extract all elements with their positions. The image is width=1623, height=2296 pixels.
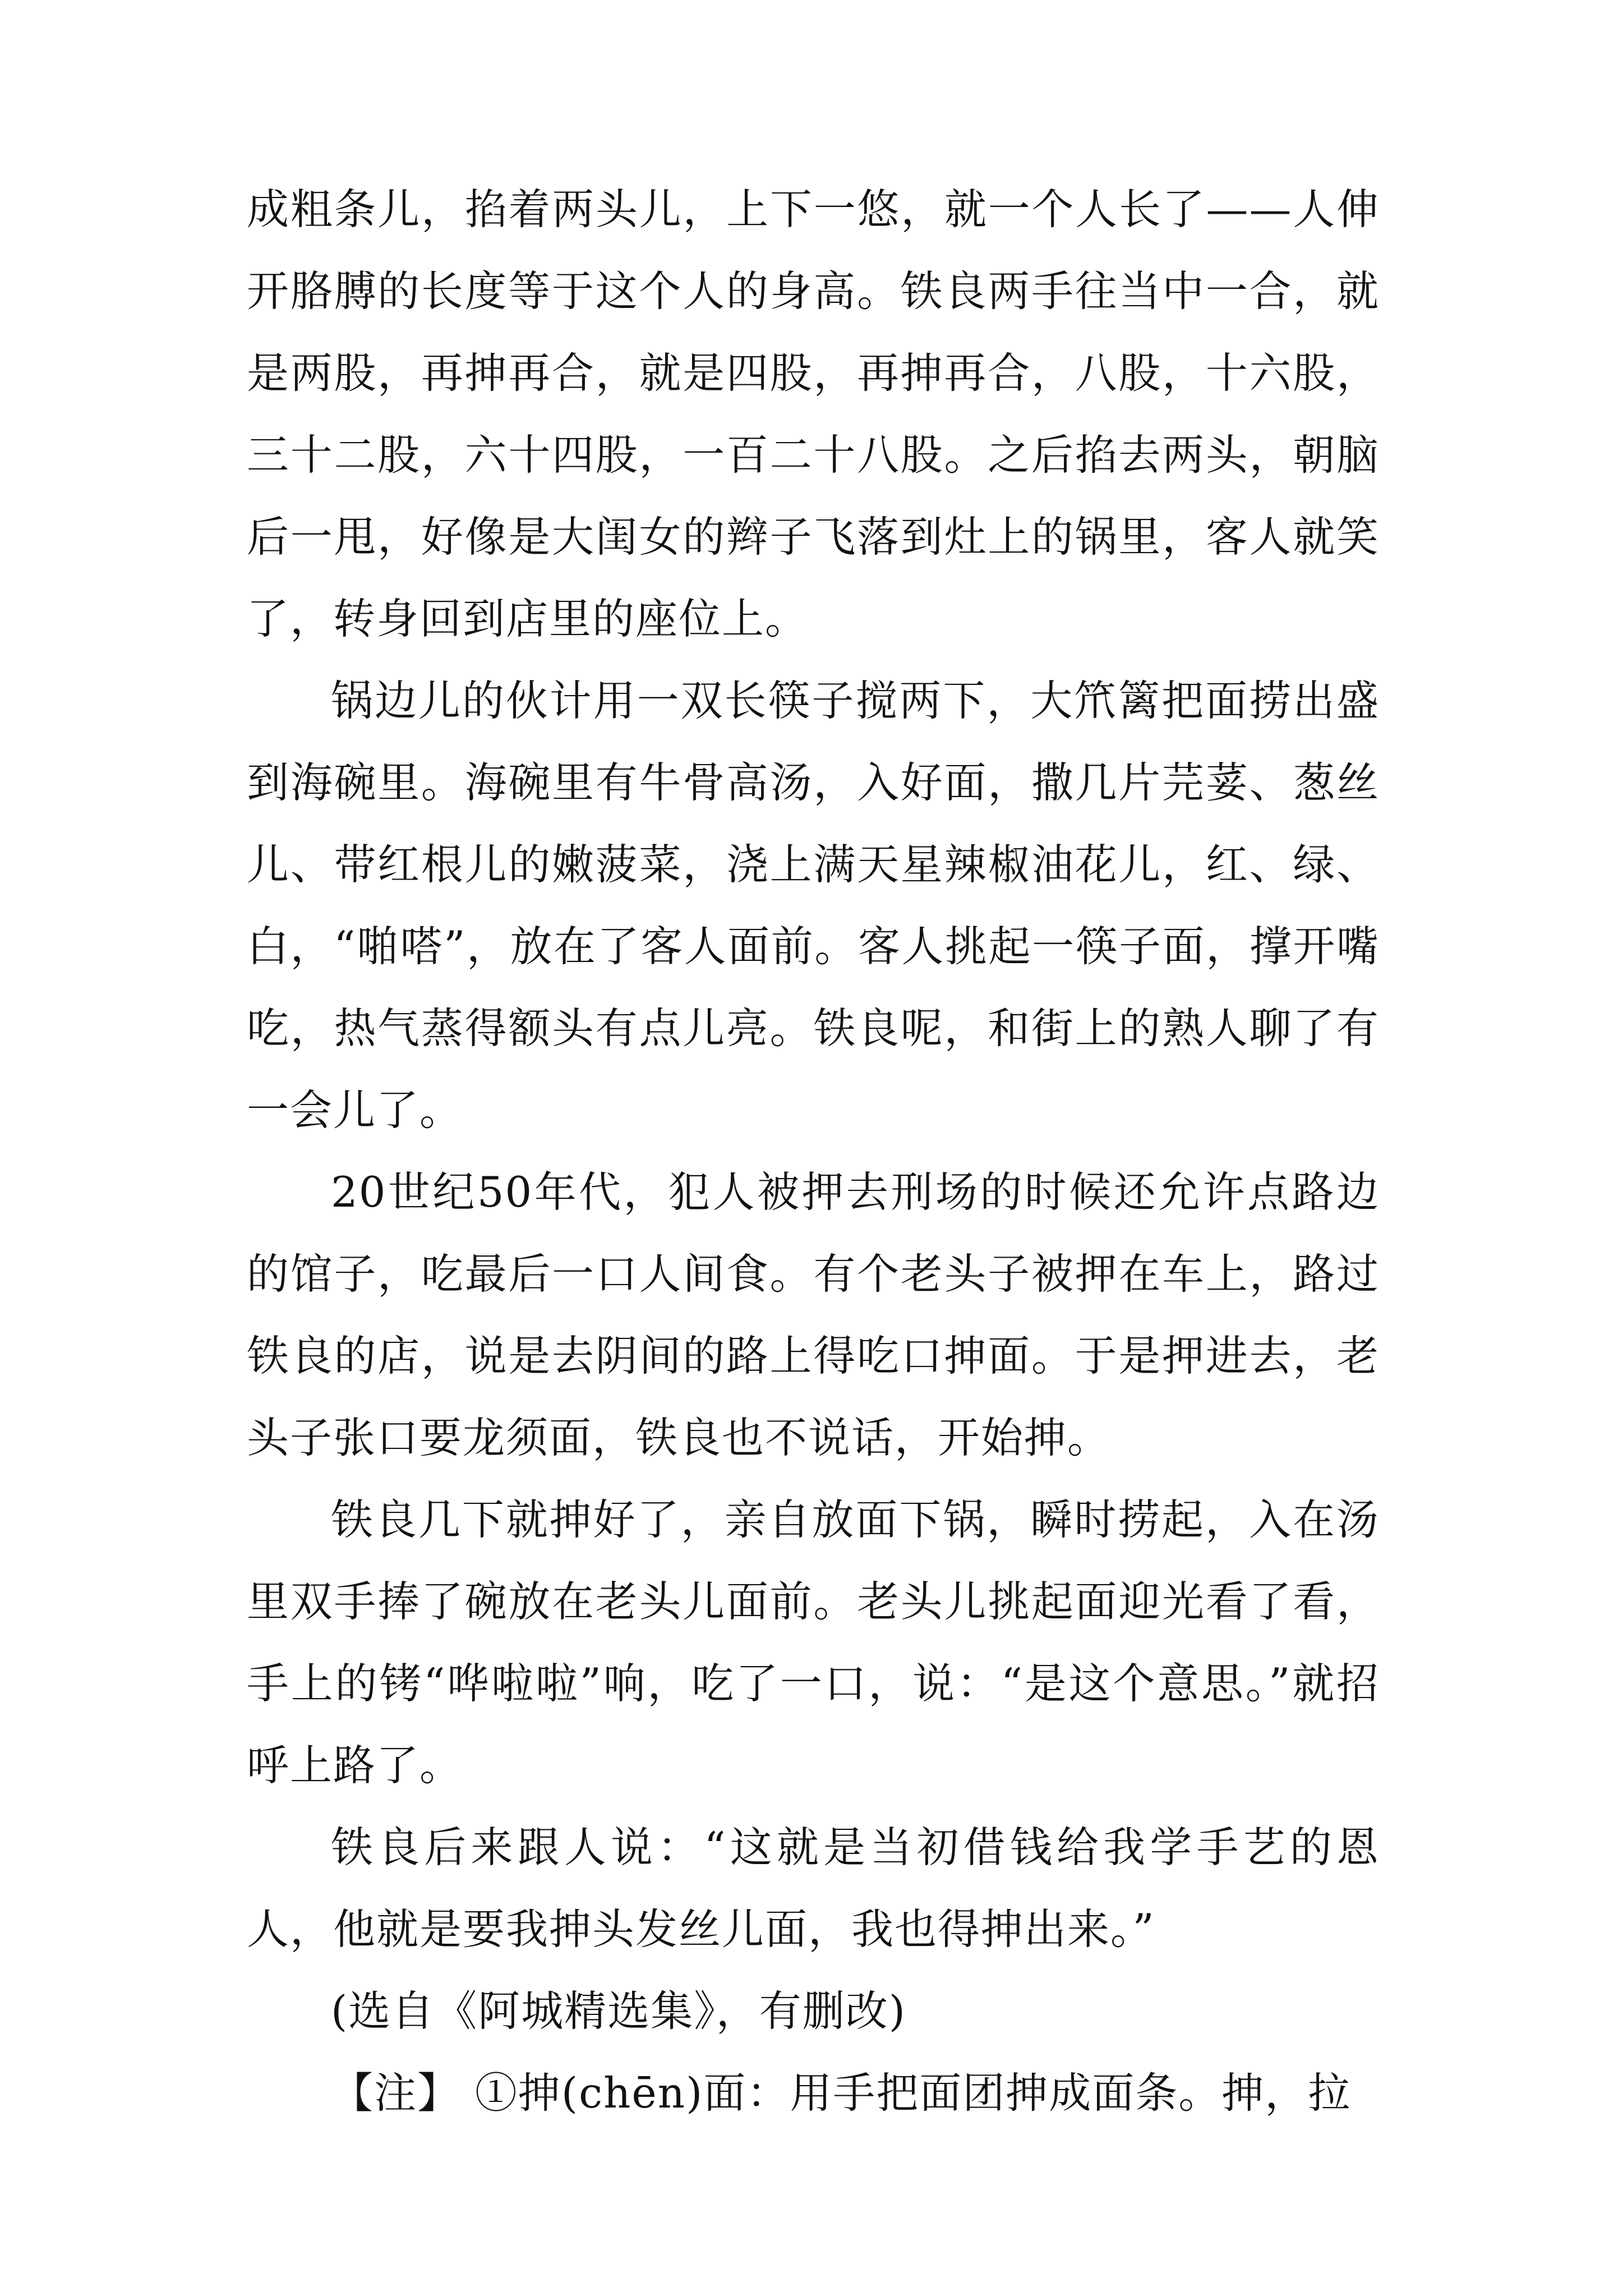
- article-body: [247, 168, 1380, 2134]
- paragraph-2: 锅边儿的伙计用一双长筷子搅两下，大笊篱把面捞出盛到海碗里。海碗里有牛骨高汤，入好面，撒几片芫荽、葱丝儿、带红根儿的嫩菠菜，浇上满天星辣椒油花儿，红、绿、白，“啪嗒”，放在了客人面前。客人挑起一筷子面，撑开嘴吃，热气蒸得额头有点儿亮。铁良呢，和街上的熟人聊了有一会儿了。: [247, 676, 1380, 1135]
- source-citation: (选自《阿城精选集》，有删改): [331, 1986, 907, 2036]
- paragraph-4: 铁良几下就抻好了，亲自放面下锅，瞬时捞起，入在汤里双手捧了碗放在老头儿面前。老头儿挑起面迎光看了看，手上的铐“哗啦啦”响，吃了一口，说：“是这个意思。”就招呼上路了。: [247, 1495, 1380, 1790]
- paragraph-1: 成粗条儿，掐着两头儿，上下一悠，就一个人长了——人伸开胳膊的长度等于这个人的身高。铁良两手往当中一合，就是两股，再抻再合，就是四股，再抻再合，八股，十六股，三十二股，六十四股，一百二十八股。之后掐去两头，朝脑后一甩，好像是大闺女的辫子飞落到灶上的锅里，客人就笑了，转身回到店里的座位上。: [247, 185, 1380, 643]
- paragraph-5: 铁良后来跟人说：“这就是当初借钱给我学手艺的恩人，他就是要我抻头发丝儿面，我也得抻出来。”: [247, 1823, 1380, 1954]
- paragraph-3: 20世纪50年代，犯人被押去刑场的时候还允许点路边的馆子，吃最后一口人间食。有个老头子被押在车上，路过铁良的店，说是去阴间的路上得吃口抻面。于是押进去，老头子张口要龙须面，铁良也不说话，开始抻。: [247, 1167, 1380, 1462]
- footnote: 【注】 ①抻(chēn)面：用手把面团抻成面条。抻，拉: [331, 2068, 1352, 2118]
